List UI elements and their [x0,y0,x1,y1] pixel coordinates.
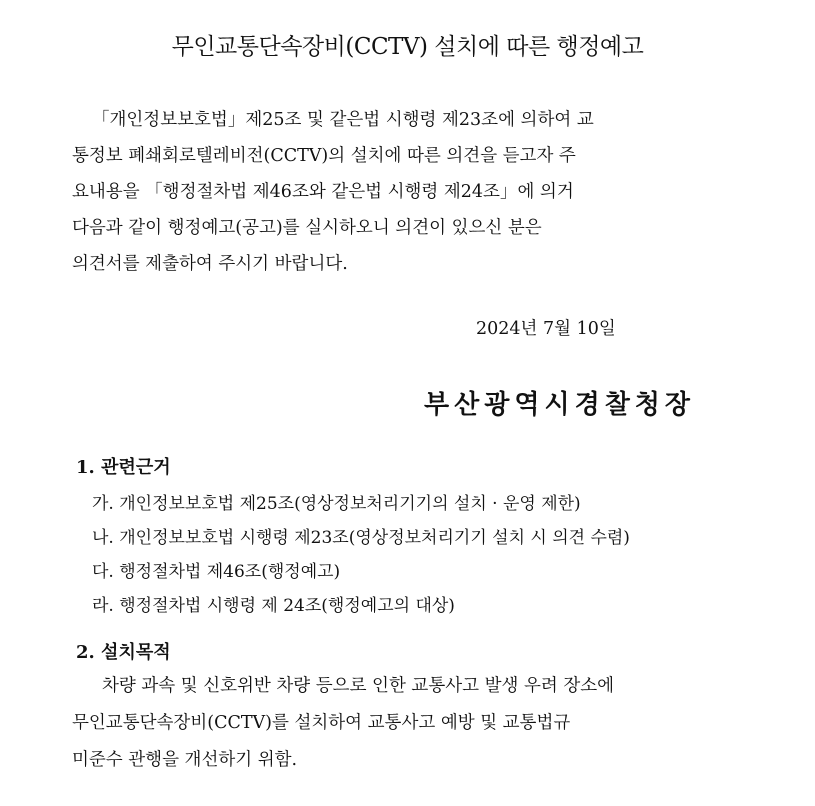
announcement-date: 2024년 7월 10일 [476,319,616,339]
intro-line: 의견서를 제출하여 주시기 바랍니다. [72,254,348,274]
intro-line: 요내용을 「행정절차법 제46조와 같은법 시행령 제24조」에 의거 [72,182,574,202]
purpose-paragraph [72,668,720,779]
purpose-line: 무인교통단속장비(CCTV)를 설치하여 교통사고 예방 및 교통법규 [72,713,571,733]
list-item: 나. 개인정보보호법 시행령 제23조(영상정보처리기기 설치 시 의견 수렴) [92,528,630,548]
intro-line: 통정보 폐쇄회로텔레비전(CCTV)의 설치에 따른 의견을 듣고자 주 [72,146,576,166]
purpose-line: 차량 과속 및 신호위반 차량 등으로 인한 교통사고 발생 우려 장소에 [102,676,615,696]
purpose-line: 미준수 관행을 개선하기 위함. [72,750,298,770]
document-title: 무인교통단속장비(CCTV) 설치에 따른 행정예고 [171,34,644,60]
issuing-agency: 부산광역시경찰청장 [424,390,696,420]
section-title-legal-basis: 1. 관련근거 [76,457,171,478]
list-item: 가. 개인정보보호법 제25조(영상정보처리기기의 설치 · 운영 제한) [92,494,581,514]
list-item: 라. 행정절차법 시행령 제 24조(행정예고의 대상) [92,596,455,616]
intro-paragraph [72,102,720,282]
intro-line: 다음과 같이 행정예고(공고)를 실시하오니 의견이 있으신 분은 [72,218,542,238]
section-title-purpose: 2. 설치목적 [76,642,171,663]
intro-line: 「개인정보보호법」제25조 및 같은법 시행령 제23조에 의하여 교 [92,110,594,130]
list-item: 다. 행정절차법 제46조(행정예고) [92,562,341,582]
legal-basis-list [92,487,630,623]
